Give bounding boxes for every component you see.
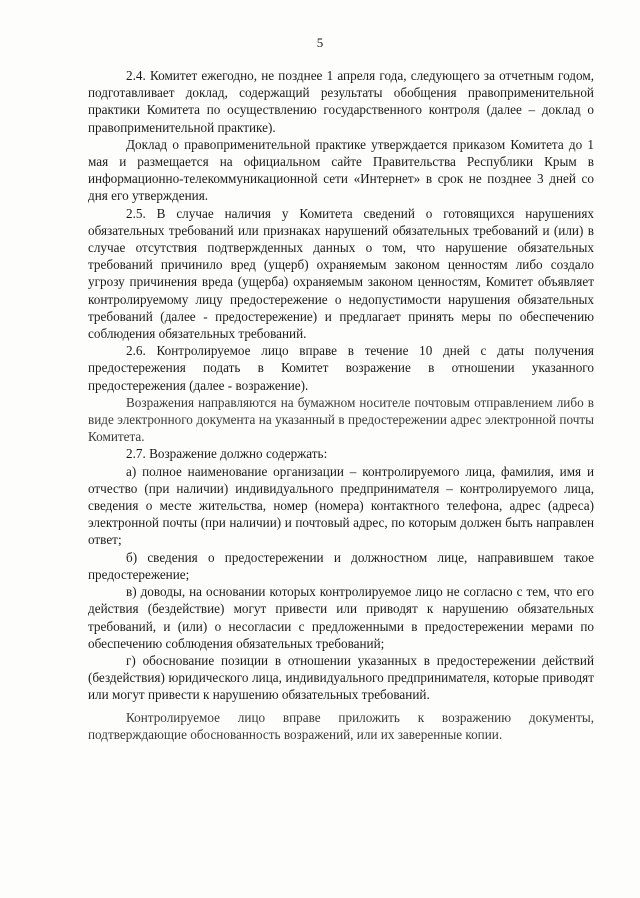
paragraph-report-approval: Доклад о правоприменительной практике утверждается приказом Комитета до 1 мая и размещается на официальном сайте Правительства Республики Крым в информационно-телекоммуникационной сети «Интернет» в срок не позднее 3 дней со дня его утверждения. xyxy=(88,136,594,204)
paragraph-attachments: Контролируемое лицо вправе приложить к возражению документы, подтверждающие обоснованность возражений, или их заверенные копии. xyxy=(88,709,594,742)
paragraph-2-5: 2.5. В случае наличия у Комитета сведений о готовящихся нарушениях обязательных требований или признаках нарушений обязательных требований и (или) в случае отсутствия подтвержденных данных о том, что нарушение обязательных требований причинило вред (ущерб) охраняемым законом ценностям либо создало угрозу причинения вреда (ущерба) охраняемым законом ценностям, Комитет объявляет контролируемому лицу предостережение о недопустимости нарушения обязательных требований (далее - предостережение) и предлагает принять меры по обеспечению соблюдения обязательных требований. xyxy=(88,205,594,342)
list-item-a: а) полное наименование организации – контролируемого лица, фамилия, имя и отчество (при наличии) индивидуального предпринимателя – контролируемого лица, сведения о месте жительства, номер (номера) контактного телефона, адрес (адреса) электронной почты (при наличии) и почтовый адрес, по которым должен быть направлен ответ; xyxy=(88,463,594,548)
paragraph-objection-delivery: Возражения направляются на бумажном носителе почтовым отправлением либо в виде электронного документа на указанный в предостережении адрес электронной почты Комитета. xyxy=(88,394,594,445)
list-item-v: в) доводы, на основании которых контролируемое лицо не согласно с тем, что его действия (бездействие) могут привести или приводят к нарушению обязательных требований, и (или) о несогласии с предложенными в предостережении мерами по обеспечению соблюдения обязательных требований; xyxy=(88,584,594,651)
list-item-g: г) обоснование позиции в отношении указанных в предостережении действий (бездействия) юридического лица, индивидуального предпринимателя, которые приводят или могут привести к нарушению обязательных требований. xyxy=(88,652,594,703)
list-item-b: б) сведения о предостережении и должностном лице, направившем такое предостережение; xyxy=(88,549,594,582)
paragraph-2-6: 2.6. Контролируемое лицо вправе в течение 10 дней с даты получения предостережения подать в Комитет возражение в отношении указанного предостережения (далее - возражение). xyxy=(88,343,594,393)
page-number: 5 xyxy=(316,35,324,50)
paragraph-2-7: 2.7. Возражение должно содержать: xyxy=(126,446,328,462)
paragraph-2-4: 2.4. Комитет ежегодно, не позднее 1 апреля года, следующего за отчетным годом, подготавливает доклад, содержащий результаты обобщения правоприменительной практики Комитета по осуществлению государственного контроля (далее – доклад о правоприменительной практике). xyxy=(88,68,594,135)
document-body xyxy=(88,67,594,743)
